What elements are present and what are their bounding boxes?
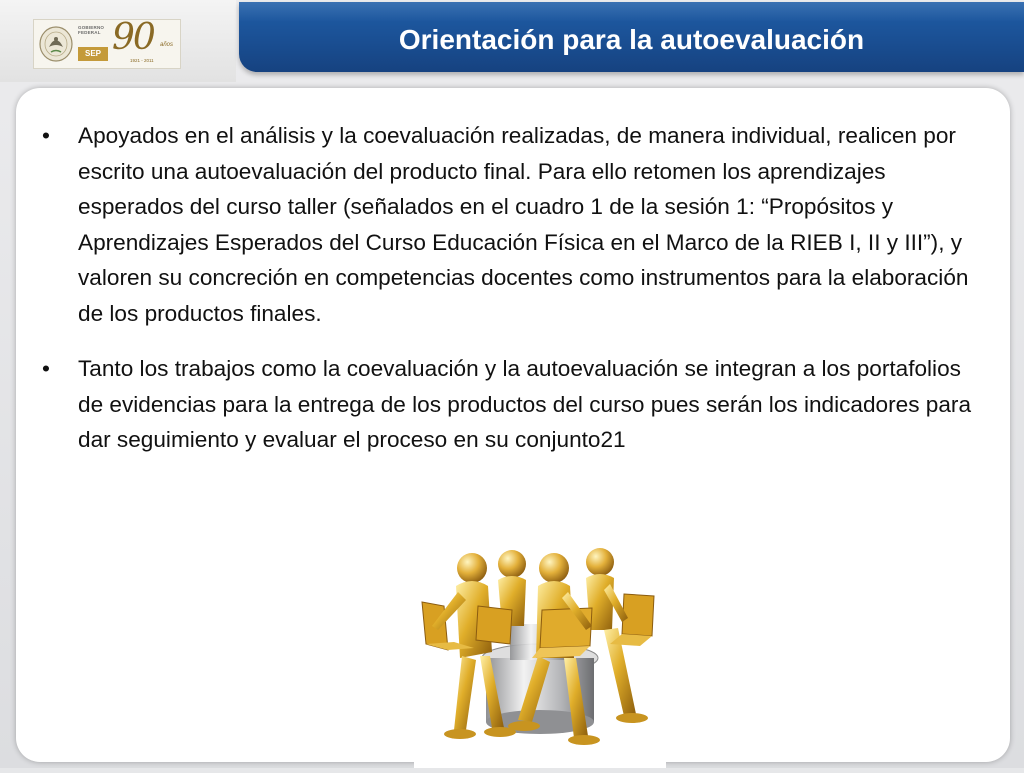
bullet-marker: •: [42, 356, 50, 381]
bullet-item-1: [36, 118, 982, 331]
team-laptops-figures-icon: [414, 540, 666, 768]
title-bar: [239, 2, 1024, 72]
bullet-list: [36, 118, 982, 478]
anniversary-number: 90: [112, 17, 154, 58]
anniversary-word: años: [160, 42, 174, 48]
mexico-seal-icon: [38, 25, 74, 63]
bullet-item-2: [36, 351, 982, 458]
sep-label: SEP: [78, 47, 108, 61]
bullet-marker: •: [42, 123, 50, 148]
logo-text-block: [78, 23, 110, 65]
bullet-text: Tanto los trabajos como la coevaluación y la autoevaluación se integran a los portafolios de evidencias para la entrega de los productos del curso pues serán los indicadores para dar seguimiento y evaluar el proceso en su conjunto21: [78, 356, 972, 452]
sep-90-years-logo: [34, 17, 180, 68]
government-label: GOBIERNO FEDERAL: [78, 25, 105, 35]
illustration: [414, 540, 666, 768]
slide-title: Orientación para la autoevaluación: [398, 24, 865, 55]
bullet-text: Apoyados en el análisis y la coevaluación realizadas, de manera individual, realicen por escrito una autoevaluación del producto final. Para ello retomen los aprendizajes esperados del curso taller (señalados en el cuadro 1 de la sesión 1: “Propósitos y Aprendizajes Esperados del Curso Educación Física en el Marco de la RIEB I, II y III”), y valoren su concreción en competencias docentes como instrumentos para la elaboración de los productos finales.: [78, 123, 969, 326]
logo-area: [0, 0, 236, 82]
anniversary-years: 1921 - 2011: [130, 58, 154, 63]
